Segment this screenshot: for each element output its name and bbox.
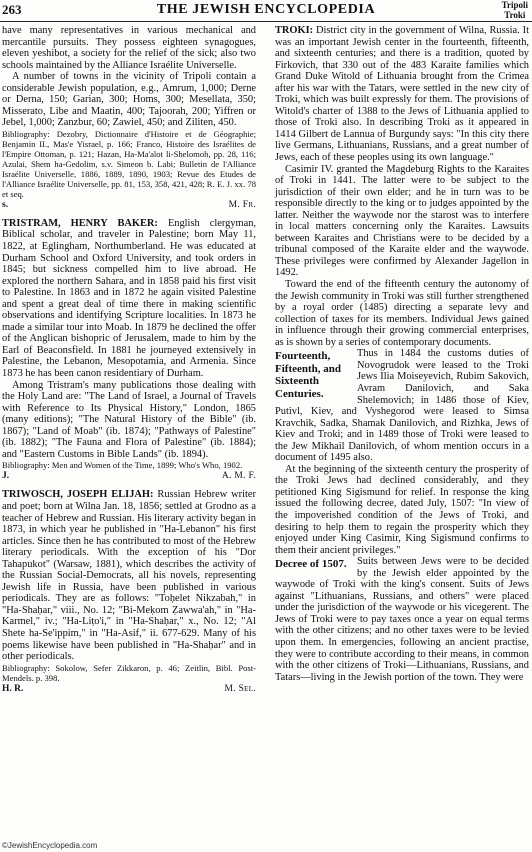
page-number: 263 [2,2,22,17]
catchwords [502,0,528,20]
entry-text: District city in the government of Wilna, Russia. It was an important Jewish center in the fourteenth, fifteenth, and sixteenth centuries; and there is a tradition, quoted by Firkovich, that 330 out of the 483 Karaite families which Grand Duke Witold of Lithuania brought from the Crimea after his war with the Tatars, were settled in the new city of Troki, which was built expressly for them. The provisions of Witold's charter of 1388 to the Jews of Lithuania applied to those of Troki also. In describing Troki as it appeared in 1414 Gilbert de Lannua of Burgundy says: "In this city there live Germans, Lithuanians, Russians, and a great number of Jews, each of these peoples using its own language." [275,25,529,164]
paragraph: Toward the end of the fifteenth century the autonomy of the Jewish community in Troki was still further strengthened by a royal order (1485) directing a separate levy and collection of taxes for its members. Individual Jews gained in influence through their growing commercial enterprises, as is shown by a series of contemporary documents. [275,279,529,348]
paragraph: have many representatives in various mechanical and mercantile pursuits. They possess eighteen synagogues, eleven yeshibot, a society for the relief of the sick; also two schools maintained by the Alliance Israélite Universelle. [2,25,256,71]
paragraph: At the beginning of the sixteenth century the prosperity of the Troki Jews had declined considerably, and they petitioned King Sigismund for relief. In response the king issued the following decree, dated July, 1507: "In view of the impoverished condition of the Jews of Troki, and desiring to help them to regain the prosperity which they enjoyed under King Casimir, King Sigismund confirms to them their ancient privileges." [275,463,529,556]
entry-title: TRIWOSCH, JOSEPH ELIJAH: [2,489,154,501]
paragraph: Casimir IV. granted the Magdeburg Rights to the Karaites of Troki in 1441. The latter were to be subject to the jurisdiction of their own elder; and he in turn was to be responsible directly to the king or to judges appointed by the latter. Neither the waywode nor the starost was to interfere in local matters concerning only the Karaites. Lawsuits between Karaites and Christians were to be decided by a tribunal composed of the Karaite elder and the waywode. These privileges were confirmed by Alexander Jagellon in 1492. [275,163,529,279]
bibliography: Bibliography: Dezobry, Dictionnaire d'Histoire et de Géographie; Benjamin II., Mas'e Yisrael, p. 166; Franco, Histoire des Israélites de l'Empire Ottoman, p. 121; Hazan, Ha-Ma'alot li-Shelomoh, pp. 28, 116; Azulai, Shem ha-Gedolim, s.v. Simeon b. Labi; Bulletin de l'Alliance Israélite Universelle, 1886, 1889, 1890, 1903; Revue des Etudes de l'Alliance Israélite Universelle, pp. 81, 153, 358, 421, 428; R. E. J. xx. 78 et seq. [2,128,256,199]
signature-author: M. Fr. [228,199,256,210]
paragraph: A number of towns in the vicinity of Tripoli contain a considerable Jewish population, e.g., Amrum, 1,000; Derne or Derna, 150; Garian, 300; Homs, 300; Mesellata, 350; Misserato, Libe and Maatin, 400; Tajoorah, 200; Yiffren or Jebel, 1,000; Zanzbur, 60; Zawiel, 450; and Ziliten, 450. [2,71,256,129]
right-column [275,25,529,683]
signature-code: H. R. [2,683,24,694]
header-rule [0,21,532,22]
paragraph: Among Tristram's many publications those dealing with the Holy Land are: "The Land of Israel, a Journal of Travels with Reference to Its Physical History," London, 1865 (many editions); "The Natural History of the Bible" (ib. 1867); "Land of Moab" (ib. 1874); "Pathways of Palestine" (ib. 1882); "The Fauna and Flora of Palestine" (ib. 1884); and "Eastern Customs in Bible Lands" (ib. 1894). [2,379,256,460]
paragraph-text: Suits between Jews were to be decided by the Jewish elder appointed by the waywode of Troki with the king's consent. Suits of Jews against "Lithuanians, Russians, and others" were placed under the jurisdiction of the waywode or his vicegerent. The Jews of Troki were to pay taxes once a year on equal terms with the other citizens; and no other taxes were to be levied upon them. In emergencies, following an ancient practise, they were to contribute according to their means, in common with the other citizens of Troki—Lithuanians, Russians, and Tatars—living in the Jewish portion of the town. They were [275,556,529,683]
paragraph-with-sidehead [275,556,529,683]
signature-code: J. [2,471,10,482]
signature-author: M. Sel. [224,683,256,694]
side-heading: Fourteenth, Fifteenth, and Sixteenth Centuries. [275,350,341,400]
signature-code: s. [2,199,9,210]
entry-tristram [2,218,256,380]
copyright-footer: ©JewishEncyclopedia.com [2,841,98,850]
signature-line [2,199,256,211]
signature-line [2,683,256,695]
entry-text: English clergyman, Biblical scholar, and traveler in Palestine; born May 11, 1822, at Eglingham, Northumberland. He was educated at Durham School and Oxford University, and took orders in 1845; but sickness compelled him to live abroad. He explored the northern Sahara, and in 1858 paid his first visit to Palestine. In 1863 and in 1872 he again visited Palestine and spent a great deal of time there in making scientific observations and identifying Scripture localities. In 1873 he made a similar tour into Moab. In 1879 he declined the offer of the Anglican bishopric of Jerusalem, made to him by the Earl of Beaconsfield. In 1881 he journeyed extensively in Palestine, the Lebanon, Mesopotamia, and Armenia. Since 1873 he has been canon residentiary of Durham. [2,217,256,380]
signature-line [2,470,256,482]
paragraph-text: Thus in 1484 the customs duties of Novogrudok were leased to the Troki Jews Ilia Moiseyevich, Rubim Sakovich, Avram Danilovich, and Saka Shelemovich; in 1486 those of Kiev, Putivl, Kiev, and Vyshegorod were leased to Simsa Kravchik, Sadka, Shamak Danilovich, and Rizhka, Jews of Kiev and Troki; and in 1489 those of Troki were leased to the Jew Mikhail Danilovich, of whom mention occurs in a document of 1495 also. [275,348,529,464]
entry-triwosch [2,489,256,662]
page-header [0,0,532,22]
paragraph-with-sidehead [275,348,529,463]
signature-author: A. M. F. [221,471,256,482]
bibliography: Bibliography: Sokolow, Sefer Zikkaron, p. 46; Zeitlin, Bibl. Post-Mendels. p. 398. [2,662,256,683]
entry-title: TROKI: [275,25,314,36]
bibliography: Bibliography: Men and Women of the Time, 1899; Who's Who, 1902. [2,460,243,471]
side-heading: Decree of 1507. [275,558,347,571]
entry-text: Russian Hebrew writer and poet; born at Wilna Jan. 18, 1856; settled at Grodno as a teacher of Hebrew and Russian. His literary activity began in 1873, in which year he published in "Ha-Lebanon" his first articles. Since then he has contributed to most of the Hebrew literary periodicals. With the exception of his "Dor Tahapukot" (Warsaw, 1881), which describes the activity of the Russian Social-Democrats, all his novels, representing Jewish life in Russia, have been published in various periodicals. They are as follows: "Toḥelet Nikzabah," in "Ha-Shaḥar," viii., No. 12; "Bi-Meḳom Ẓawwa'ah," in "Ha-Karmel," iv.; "Ha-Liṭo'i," in "Ha-Shaḥar," x., No. 12; "Al Shete ha-Se'ippim," in "Ha-Asif," ii. 677-629. Many of his poems likewise have been published in "Ha-Shaḥar" and in other periodicals. [2,489,256,663]
left-column [2,25,256,698]
entry-title: TRISTRAM, HENRY BAKER: [2,217,158,229]
catchword-bottom: Troki [504,10,526,20]
entry-troki [275,25,529,164]
running-title: THE JEWISH ENCYCLOPEDIA [156,2,376,17]
catchword-top: Tripoli [501,0,528,10]
